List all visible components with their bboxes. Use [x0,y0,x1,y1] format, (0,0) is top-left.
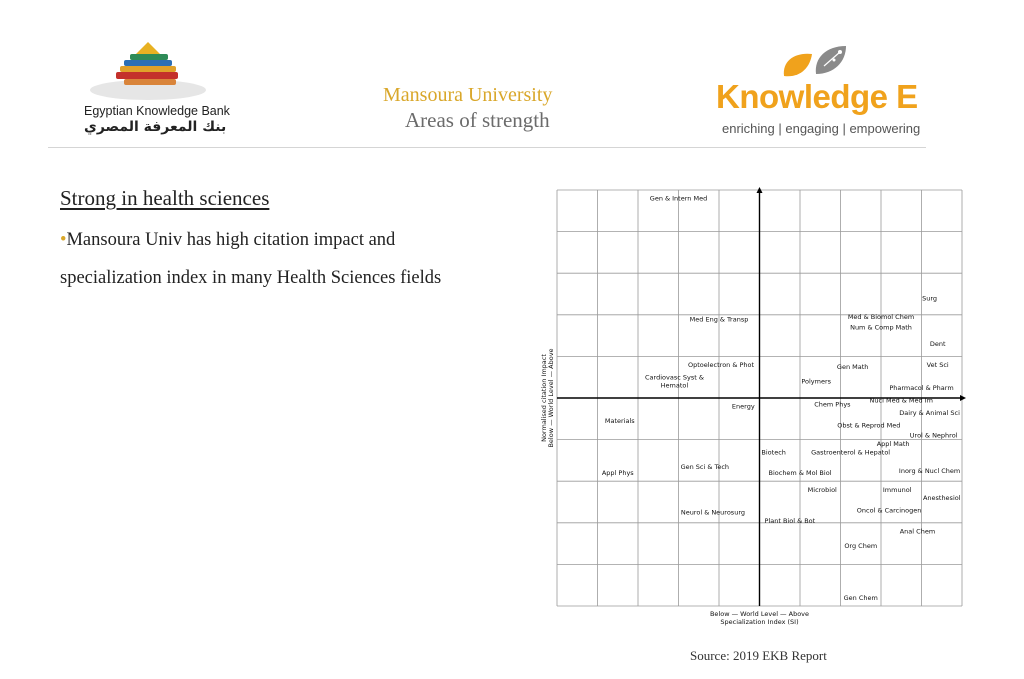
point-label: Num & Comp Math [850,323,912,332]
point-label: Materials [604,417,635,426]
x-axis-label-line1: Below — World Level — Above [709,610,810,618]
bullet-text-line1 [60,230,395,251]
bullet-dot: • [60,230,67,250]
point-label: Optoelectron & Phot [687,361,755,370]
point-label: Appl Phys [601,469,634,478]
point-label: Anesthesiol [922,494,961,503]
header-divider [48,147,926,148]
point-label: Energy [731,402,755,411]
bullet-text: Mansoura Univ has high citation impact and [66,230,396,250]
page-title: Mansoura University [383,84,553,106]
point-label: Cardiovasc Syst & Hematol [645,373,704,390]
point-label: Plant Biol & Bot [764,517,816,526]
section-heading: Strong in health sciences [60,186,270,210]
point-label: Med & Biomol Chem [847,313,915,322]
point-label: Gen Sci & Tech [680,462,730,471]
quadrant-scatter-chart [530,185,970,630]
x-axis-arrow-icon [960,395,966,401]
point-label: Surg [922,294,938,303]
point-label: Pharmacol & Pharm [889,383,954,392]
knowledge-e-wordmark: Knowledge E [716,78,918,115]
point-label: Anal Chem [899,527,936,536]
x-axis-label-line2: Specialization Index (SI) [720,618,799,626]
point-label: Inorg & Nucl Chem [898,467,961,476]
point-label: Med Eng & Transp [689,315,749,324]
y-axis-label-line1: Normalised citation Impact [540,354,548,442]
point-label: Dent [929,340,946,349]
knowledge-e-tagline: enriching | engaging | empowering [722,121,921,136]
point-label: Gastroenterol & Hepatol [811,448,891,457]
point-label: Oncol & Carcinogen [856,506,922,515]
point-label: Gen Math [836,363,869,372]
point-label: Urol & Nephrol [909,431,958,440]
bullet-text-line2: specialization index in many Health Sciences fields [60,268,442,288]
source-note: Source: 2019 EKB Report [690,648,827,663]
point-label: Org Chem [844,541,878,550]
point-label: Immunol [882,485,912,494]
point-label: Vet Sci [926,361,949,370]
point-label: Nucl Med & Med Im [869,396,933,405]
point-label: Neurol & Neurosurg [680,508,746,517]
point-label: Chem Phys [814,400,851,409]
chart-axis-titles [540,348,809,626]
ekb-name-english: Egyptian Knowledge Bank [84,104,230,118]
y-axis-label-line2: Below — World Level — Above [547,348,555,448]
point-label: Polymers [801,377,832,386]
point-label: Biochem & Mol Biol [768,469,832,478]
point-label: Biotech [761,448,786,457]
point-label: Dairy & Animal Sci [899,408,960,417]
point-label: Microbiol [807,485,837,494]
page-subtitle: Areas of strength [405,108,550,132]
ekb-name-arabic: بنك المعرفة المصري [84,119,227,135]
point-label: Obst & Reprod Med [837,421,901,430]
point-label: Gen Chem [843,593,878,602]
point-label: Gen & Intern Med [649,194,708,203]
point-label: Appl Math [876,440,910,449]
